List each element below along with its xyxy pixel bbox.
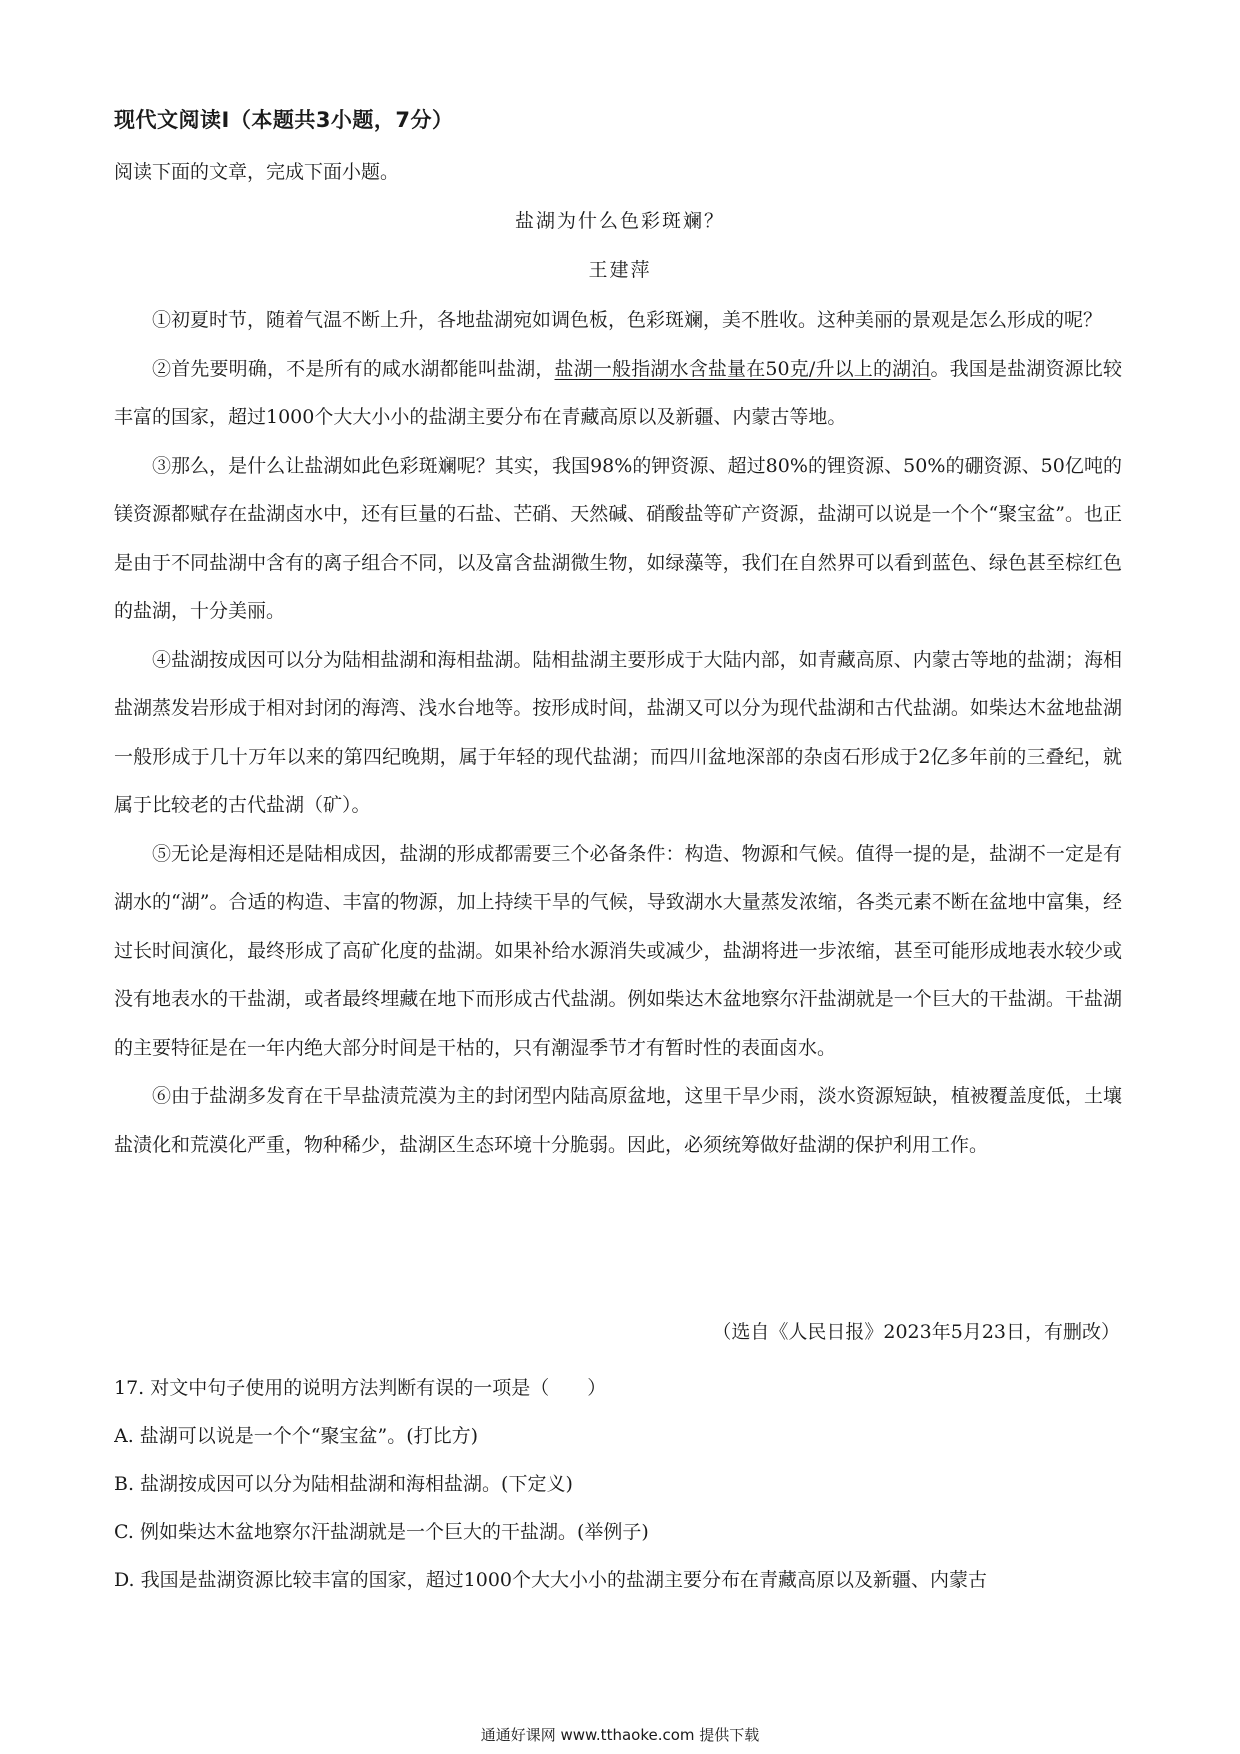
article-title: 盐湖为什么色彩斑斓？: [514, 210, 725, 232]
article-paragraph-2: [114, 345, 1122, 442]
article-body: [114, 296, 1122, 1169]
question-stem: 17. 对文中句子使用的说明方法判断有误的一项是（ ）: [114, 1377, 607, 1399]
article-source: （选自《人民日报》2023年5月23日，有删改）: [712, 1321, 1120, 1343]
option-d[interactable]: D. 我国是盐湖资源比较丰富的国家，超过1000个大大小小的盐湖主要分布在青藏高原以及新疆、内蒙古: [114, 1569, 987, 1591]
page-footer: 通通好课网 www.tthaoke.com 提供下载: [480, 1726, 760, 1744]
option-a[interactable]: A. 盐湖可以说是一个个“聚宝盆”。(打比方): [114, 1425, 479, 1447]
paragraph-2-text-before: ②首先要明确，不是所有的咸水湖都能叫盐湖，: [152, 357, 555, 380]
question-17: [114, 1364, 1124, 1604]
section-title: 现代文阅读Ⅰ（本题共3小题，7分）: [114, 108, 454, 132]
option-b[interactable]: B. 盐湖按成因可以分为陆相盐湖和海相盐湖。(下定义): [114, 1473, 573, 1495]
paragraph-2-text-after: 。我国是盐湖资源比较丰富的国家，超过1000个大大小小的盐湖主要分布在青藏高原以及新疆、内蒙古等地。: [114, 357, 1122, 428]
article-paragraph-4: ④盐湖按成因可以分为陆相盐湖和海相盐湖。陆相盐湖主要形成于大陆内部，如青藏高原、内蒙古等地的盐湖；海相盐湖蒸发岩形成于相对封闭的海湾、浅水台地等。按形成时间，盐湖又可以分为现代盐湖和古代盐湖。如柴达木盆地盐湖一般形成于几十万年以来的第四纪晚期，属于年轻的现代盐湖；而四川盆地深部的杂卤石形成于2亿多年前的三叠纪，就属于比较老的古代盐湖（矿）。: [114, 648, 1122, 816]
article-paragraph-6: ⑥由于盐湖多发育在干旱盐渍荒漠为主的封闭型内陆高原盆地，这里干旱少雨，淡水资源短缺，植被覆盖度低，土壤盐渍化和荒漠化严重，物种稀少，盐湖区生态环境十分脆弱。因此，必须统筹做好盐湖的保护利用工作。: [114, 1085, 1122, 1156]
reading-instruction: 阅读下面的文章，完成下面小题。: [114, 161, 400, 183]
article-author: 王建萍: [588, 259, 652, 281]
article-paragraph-3: ③那么，是什么让盐湖如此色彩斑斓呢？其实，我国98%的钾资源、超过80%的锂资源、50%的硼资源、50亿吨的镁资源都赋存在盐湖卤水中，还有巨量的石盐、芒硝、天然碱、硝酸盐等矿产资源，盐湖可以说是一个个“聚宝盆”。也正是由于不同盐湖中含有的离子组合不同，以及富含盐湖微生物，如绿藻等，我们在自然界可以看到蓝色、绿色甚至棕红色的盐湖，十分美丽。: [114, 454, 1122, 622]
option-c[interactable]: C. 例如柴达木盆地察尔汗盐湖就是一个巨大的干盐湖。(举例子): [114, 1521, 649, 1543]
article-paragraph-5: ⑤无论是海相还是陆相成因，盐湖的形成都需要三个必备条件：构造、物源和气候。值得一提的是，盐湖不一定是有湖水的“湖”。合适的构造、丰富的物源，加上持续干旱的气候，导致湖水大量蒸发浓缩，各类元素不断在盆地中富集，经过长时间演化，最终形成了高矿化度的盐湖。如果补给水源消失或减少，盐湖将进一步浓缩，甚至可能形成地表水较少或没有地表水的干盐湖，或者最终埋藏在地下而形成古代盐湖。例如柴达木盆地察尔汗盐湖就是一个巨大的干盐湖。干盐湖的主要特征是在一年内绝大部分时间是干枯的，只有潮湿季节才有暂时性的表面卤水。: [114, 842, 1122, 1059]
article-paragraph-1: ①初夏时节，随着气温不断上升，各地盐湖宛如调色板，色彩斑斓，美不胜收。这种美丽的景观是怎么形成的呢？: [152, 309, 1103, 331]
underlined-definition-sentence: 盐湖一般指湖水含盐量在50克/升以上的湖泊: [554, 357, 931, 380]
